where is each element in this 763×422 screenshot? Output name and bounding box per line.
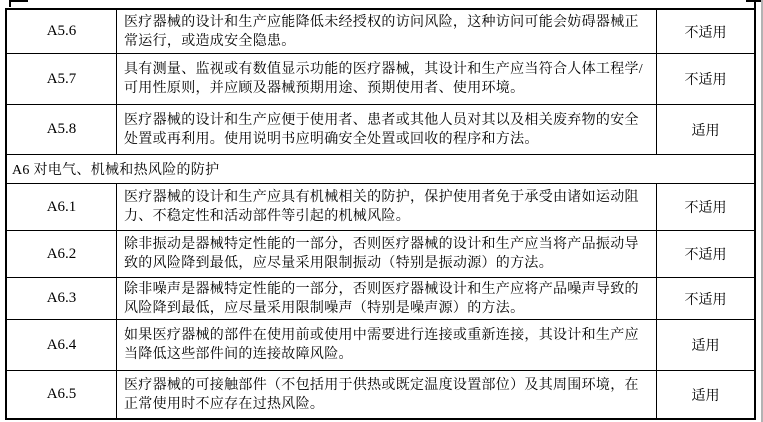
table-row bbox=[7, 104, 754, 154]
table-row bbox=[7, 183, 754, 230]
table-above-border-fragment-left bbox=[9, 0, 28, 7]
requirement-cell: 除非噪声是器械特定性能的一部分，否则医疗器械设计和生产应将产品噪声导致的风险降到最低，应尽量采用限制噪声（特别是噪声源）的方法。 bbox=[116, 278, 657, 319]
table-row bbox=[7, 319, 754, 370]
table-row bbox=[7, 230, 754, 277]
table-above-border-fragment-right-vertical bbox=[754, 0, 756, 8]
clause-id-cell: A6.1 bbox=[46, 198, 77, 215]
section-header-row bbox=[7, 154, 754, 183]
requirement-cell: 除非振动是器械特定性能的一部分，否则医疗器械的设计和生产应当将产品振动导致的风险降到最低，应尽量采用限制振动（特别是振动源）的方法。 bbox=[116, 231, 657, 277]
clause-id-cell: A5.7 bbox=[46, 70, 77, 87]
table-row bbox=[7, 370, 754, 418]
applicability-cell: 适用 bbox=[691, 123, 720, 139]
applicability-cell: 不适用 bbox=[684, 248, 727, 263]
requirement-cell: 医疗器械的设计和生产应便于使用者、患者或其他人员对其以及相关废弃物的安全处置或再利用。使用说明书应明确安全处置或回收的程序和方法。 bbox=[116, 105, 657, 154]
clause-id-cell: A6.2 bbox=[46, 245, 77, 262]
applicability-cell: 不适用 bbox=[684, 73, 727, 88]
clause-id-cell: A6.3 bbox=[46, 290, 77, 306]
requirement-cell: 如果医疗器械的部件在使用前或使用中需要进行连接或重新连接，其设计和生产应当降低这些部件间的连接故障风险。 bbox=[116, 320, 657, 370]
applicability-cell: 适用 bbox=[691, 388, 720, 404]
requirement-cell: 具有测量、监视或有数值显示功能的医疗器械，其设计和生产应当符合人体工程学/可用性原则，并应顾及器械预期用途、预期使用者、使用环境。 bbox=[116, 54, 657, 104]
requirement-cell: 医疗器械的可接触部件（不包括用于供热或既定温度设置部位）及其周围环境，在正常使用时不应存在过热风险。 bbox=[116, 371, 657, 418]
section-header-cell: A6 对电气、机械和热风险的防护 bbox=[12, 163, 220, 178]
requirement-cell: 医疗器械的设计和生产应能降低未经授权的访问风险，这种访问可能会妨碍器械正常运行，或造成安全隐患。 bbox=[116, 10, 657, 53]
applicability-cell: 适用 bbox=[691, 339, 720, 354]
clause-id-cell: A6.5 bbox=[46, 386, 77, 402]
clause-id-cell: A5.8 bbox=[46, 121, 77, 137]
table-row bbox=[7, 10, 754, 53]
requirement-cell: 医疗器械的设计和生产应具有机械相关的防护，保护使用者免于承受由诸如运动阻力、不稳定性和活动部件等引起的机械风险。 bbox=[116, 184, 657, 230]
applicability-cell: 不适用 bbox=[684, 292, 727, 308]
applicability-cell: 不适用 bbox=[684, 201, 727, 216]
table-row bbox=[7, 53, 754, 104]
clause-id-cell: A6.4 bbox=[46, 336, 77, 353]
table-row bbox=[7, 277, 754, 319]
compliance-checklist-table bbox=[5, 8, 756, 420]
clause-id-cell: A5.6 bbox=[46, 23, 77, 39]
applicability-cell: 不适用 bbox=[684, 25, 727, 41]
